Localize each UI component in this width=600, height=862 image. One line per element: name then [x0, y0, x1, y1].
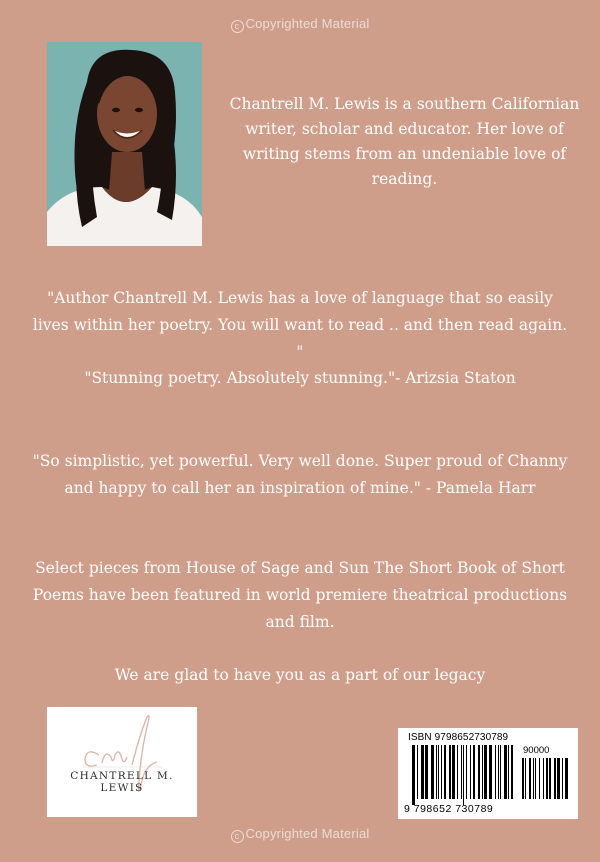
barcode-bar [533, 758, 534, 799]
barcode-bar [457, 745, 458, 799]
barcode-bar [546, 758, 548, 799]
barcode-bar [562, 758, 563, 799]
barcode-bar [549, 758, 551, 799]
barcode-bar [473, 745, 475, 799]
barcode-bar [543, 758, 544, 799]
barcode-bar [500, 745, 501, 799]
barcode-bar [529, 758, 531, 799]
barcode-bar [463, 745, 464, 805]
copyright-watermark-top: c Copyrighted Material [0, 16, 600, 33]
barcode-bar [412, 745, 415, 805]
isbn-barcode [398, 728, 578, 819]
barcode-bar [557, 758, 560, 799]
barcode-digits: 9 798652 730789 [404, 803, 494, 815]
barcode-bar [470, 745, 471, 799]
barcode-bar [522, 758, 524, 799]
barcode-bar [489, 745, 492, 799]
author-photo [47, 42, 202, 246]
barcode-bar [508, 745, 509, 799]
monogram-logo [47, 707, 197, 817]
price-code: 90000 [523, 745, 550, 756]
barcode-main-bars [412, 745, 516, 805]
barcode-bar [436, 745, 437, 799]
barcode-bar [425, 745, 428, 799]
barcode-bar [525, 758, 526, 799]
barcode-bar [461, 745, 462, 799]
barcode-bar [535, 758, 536, 799]
legacy-statement: We are glad to have you as a part of our legacy [114, 666, 486, 684]
barcode-bar [444, 745, 446, 799]
barcode-bar [565, 758, 568, 799]
barcode-bar [498, 745, 499, 799]
copyright-icon: c [231, 830, 244, 843]
copyright-icon: c [231, 20, 244, 33]
barcode-bar [484, 745, 487, 799]
review-quote: "Author Chantrell M. Lewis has a love of language that so easily lives within her poetry. You will want to read .. and then read again. " [32, 289, 568, 361]
barcode-bar [438, 745, 439, 799]
barcode-bar [441, 745, 442, 799]
barcode-bar [539, 758, 540, 799]
barcode-addon-bars [522, 758, 570, 805]
barcode-bar [421, 745, 424, 799]
barcode-bar [452, 745, 455, 799]
logo-author-name: CHANTRELL M. LEWIS [70, 770, 174, 794]
barcode-bar [417, 745, 418, 799]
barcode-bar [504, 745, 507, 799]
author-bio: Chantrell M. Lewis is a southern Californian writer, scholar and educator. Her love of writing stems from an undeniable love of reading. [229, 95, 580, 188]
barcode-bar [511, 745, 513, 799]
barcode-bar [466, 745, 467, 799]
featured-statement: Select pieces from House of Sage and Sun The Short Book of Short Poems have been featured in world premiere theatrical productions and film. [32, 559, 568, 631]
barcode-bar [431, 745, 434, 799]
copyright-watermark-bottom: c Copyrighted Material [0, 826, 600, 843]
barcode-bar [478, 745, 480, 799]
barcode-bar [554, 758, 556, 799]
isbn-label: ISBN 9798652730789 [408, 732, 509, 743]
review-quote: "So simplistic, yet powerful. Very well done. Super proud of Channy and happy to call her an inspiration of mine." - Pamela Harr [32, 452, 568, 497]
author-logo [47, 707, 197, 817]
barcode-bar [482, 745, 483, 799]
barcode-bar [449, 745, 451, 799]
review-quote: "Stunning poetry. Absolutely stunning."- Arizsia Staton [84, 369, 516, 387]
barcode-bar [495, 745, 496, 799]
